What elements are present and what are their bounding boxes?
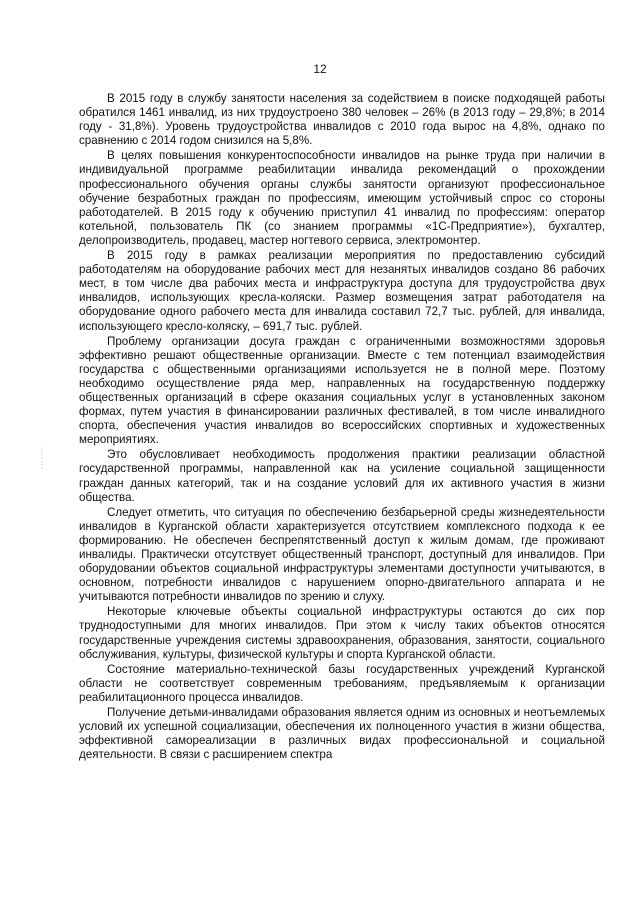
paragraph-workplace-subsidies: В 2015 году в рамках реализации мероприятия по предоставлению субсидий работодателям на оборудование рабочих мест для незанятых инвалидов создано 86 рабочих мест, в том числе два рабочих места и инфраструктура доступа для трудоустройства двух инвалидов, использующих кресла-коляски. Размер возмещения затрат работодателя на оборудование одного рабочего места для инвалида составил 72,7 тыс. рублей, для инвалида, использующего кресло-коляску, – 691,7 тыс. рублей. [79,249,605,333]
page-number: 12 [313,62,327,76]
paragraph-material-base: Состояние материально-технической базы государственных учреждений Курганской области не соответствует современным требованиям, предъявляемым к организации реабилитационного процесса инвалидов. [79,662,605,704]
paragraph-public-organizations: Проблему организации досуга граждан с ограниченными возможностями здоровья эффективно решают общественные организации. Вместе с тем потенциал взаимодействия государства с общественными организациями используется не в полной мере. Поэтому необходимо осуществление ряда мер, направленных на государственную поддержку общественных организаций в сфере оказания социальных услуг в установленных законом формах, путем участия в финансировании различных фестивалей, в том числе инвалидного спорта, обеспечения участия инвалидов во всероссийских спортивных и художественных мероприятиях. [79,334,605,447]
document-body [79,92,605,763]
margin-scan-mark: · : · : · [40,445,44,472]
paragraph-employment-2015: В 2015 году в службу занятости населения за содействием в поиске подходящей работы обратился 1461 инвалид, из них трудоустроено 380 человек – 26% (в 2013 году – 29,8%; в 2014 году - 31,8%). Уровень трудоустройства инвалидов с 2010 года вырос на 4,8%, однако по сравнению с 2014 годом снизился на 5,8%. [79,92,605,148]
paragraph-barrier-free-environment: Следует отметить, что ситуация по обеспечению безбарьерной среды жизнедеятельности инвалидов в Курганской области характеризуется отсутствием комплексного подхода к ее формированию. Не обеспечен беспрепятственный доступ к жилым домам, где проживают инвалиды. Практически отсутствует общественный транспорт, доступный для инвалидов. При оборудовании объектов социальной инфраструктуры элементами доступности учитываются, в основном, потребности инвалидов с нарушением опорно-двигательного аппарата и не учитываются потребности инвалидов по зрению и слуху. [79,505,605,604]
paragraph-professional-training: В целях повышения конкурентоспособности инвалидов на рынке труда при наличии в индивидуальной программе реабилитации инвалида рекомендаций о прохождении профессионального обучения органы службы занятости организуют профессиональное обучение безработных граждан по профессиям, имеющим устойчивый спрос со стороны работодателей. В 2015 году к обучению приступил 41 инвалид по профессиям: оператор котельной, пользователь ПК (со знанием программы «1С-Предприятие»), бухгалтер, делопроизводитель, продавец, мастер ногтевого сервиса, электромонтер. [79,149,605,247]
paragraph-program-continuation: Это обусловливает необходимость продолжения практики реализации областной государственной программы, направленной как на усиление социальной защищенности граждан данных категорий, так и на создание условий для их активного участия в жизни общества. [79,448,605,504]
paragraph-key-infrastructure: Некоторые ключевые объекты социальной инфраструктуры остаются до сих пор труднодоступными для многих инвалидов. При этом к числу таких объектов относятся государственные учреждения системы здравоохранения, образования, занятости, социального обслуживания, культуры, физической культуры и спорта Курганской области. [79,605,605,661]
paragraph-children-education: Получение детьми-инвалидами образования является одним из основных и неотъемлемых условий их успешной социализации, обеспечения их полноценного участия в жизни общества, эффективной самореализации в различных видах профессиональной и социальной деятельности. В связи с расширением спектра [79,706,605,762]
